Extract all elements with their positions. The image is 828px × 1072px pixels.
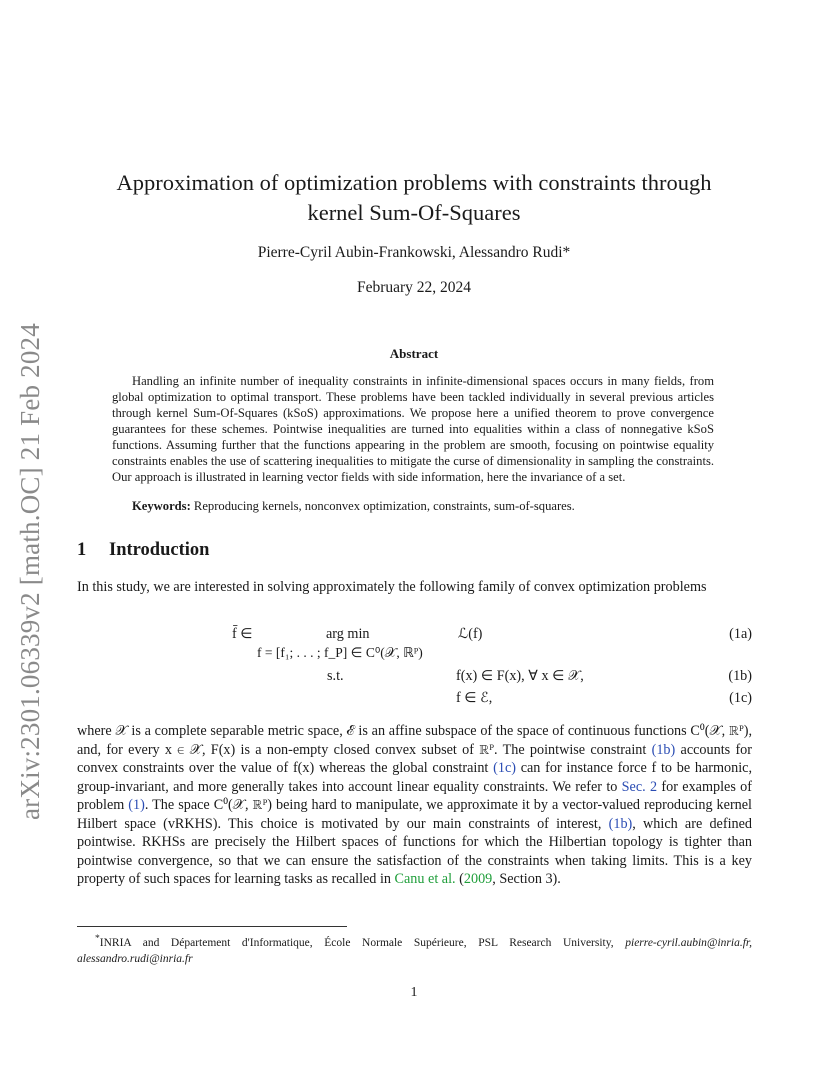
citation-paren: ( <box>455 871 464 887</box>
footnote <box>77 931 752 967</box>
ref-eq-1[interactable]: (1) <box>128 797 145 813</box>
body-text-6: , which are defined pointwise. RKHSs are precisely the Hilbert spaces of functions for which the Hilbertian topology is tighter than pointwise convergence, so that we can ensure the satisfaction of the constraints when taking limits. This is a key property of such spaces for learning tasks as recalled in <box>77 815 752 887</box>
footnote-emails: pierre-cyril.aubin@inria.fr, alessandro.rudi@inria.fr <box>77 936 752 965</box>
section-title: Introduction <box>109 540 210 560</box>
ref-section-2[interactable]: Sec. 2 <box>621 778 658 795</box>
title-line-2: kernel Sum-Of-Squares <box>307 200 521 225</box>
body-text-4: for examples of problem <box>77 778 752 813</box>
authors: Pierre-Cyril Aubin-Frankowski, Alessandro Rudi* <box>257 244 571 261</box>
page-number: 1 <box>410 985 418 1000</box>
eq-constraint-1b: f(x) ∈ F(x), ∀ x ∈ 𝒳, <box>456 668 584 684</box>
title-line-1: Approximation of optimization problems with constraints through <box>116 170 712 195</box>
citation-year[interactable]: 2009 <box>463 871 493 887</box>
body-text-5: . The space C⁰(𝒳, ℝᴾ) being hard to manipulate, we approximate it by a vector-valued reproducing kernel Hilbert space (vRKHS). This choice is motivated by our main constraints of interest, <box>77 797 753 832</box>
body-text-1: where 𝒳 is a complete separable metric space, ℰ is an affine subspace of the space of continuous functions C⁰(𝒳, ℝᴾ), and, for every x ∈ 𝒳, F(x) is a non-empty closed convex subset of ℝᴾ. The pointwise constraint <box>77 723 752 758</box>
date: February 22, 2024 <box>356 279 472 296</box>
citation-author[interactable]: Canu et al. <box>394 871 456 887</box>
footnote-rule <box>77 926 347 927</box>
eq-objective: ℒ(f) <box>458 626 483 642</box>
eq-tag-1c: (1c) <box>729 690 752 706</box>
eq-st: s.t. <box>327 668 344 684</box>
body-text-3: can for instance force f to be harmonic, group-invariant, and more generally takes into account linear equality constraints. We refer to <box>77 760 752 795</box>
keywords <box>112 498 714 514</box>
keywords-text: Reproducing kernels, nonconvex optimization, constraints, sum-of-squares. <box>193 499 575 513</box>
eq-tag-1b: (1b) <box>728 668 752 684</box>
section-number: 1 <box>77 540 87 560</box>
body-text-7: , Section 3). <box>492 871 561 887</box>
footnote-text: INRIA and Département d'Informatique, École Normale Supérieure, PSL Research University, <box>99 936 626 949</box>
body-paragraph <box>77 722 752 889</box>
eq-argmin-sub: f = [f₁; . . . ; f_P] ∈ C⁰(𝒳, ℝᴾ) <box>257 645 423 660</box>
footnote-mark: * <box>95 933 100 944</box>
body-text-2: accounts for convex constraints over the value of f(x) whereas the global constraint <box>77 741 752 776</box>
intro-paragraph: In this study, we are interested in solving approximately the following family of convex optimization problems <box>77 579 707 595</box>
arxiv-side-stamp: arXiv:2301.06339v2 [math.OC] 21 Feb 2024 <box>15 323 45 820</box>
abstract-heading: Abstract <box>389 346 439 361</box>
eq-tag-1a: (1a) <box>729 626 752 642</box>
abstract-text: Handling an infinite number of inequality constraints in infinite-dimensional spaces occurs in many fields, from global optimization to optimal transport. These problems have been tackled individually in several previous articles through kernel Sum-Of-Squares (kSoS) approximations. We propose here a unified theorem to prove convergence guarantees for these schemes. Pointwise inequalities are turned into equalities within a class of nonnegative kSoS functions. Assuming further that the functions appearing in the problem are smooth, focusing on pointwise equality constraints enables the use of scattering inequalities to mitigate the curse of dimensionality in sampling the constraints. Our approach is illustrated in learning vector fields with side information, here the invariance of a set. <box>112 374 714 484</box>
eq-lhs: f̄ ∈ <box>232 626 253 642</box>
keywords-label: Keywords: <box>132 499 191 513</box>
section-heading <box>77 540 209 561</box>
eq-constraint-1c: f ∈ ℰ, <box>456 690 493 706</box>
ref-eq-1c[interactable]: (1c) <box>493 760 516 776</box>
ref-eq-1b-second[interactable]: (1b) <box>608 815 633 832</box>
ref-eq-1b[interactable]: (1b) <box>651 741 676 758</box>
eq-argmin: arg min <box>326 626 370 642</box>
paper-title <box>80 168 748 228</box>
